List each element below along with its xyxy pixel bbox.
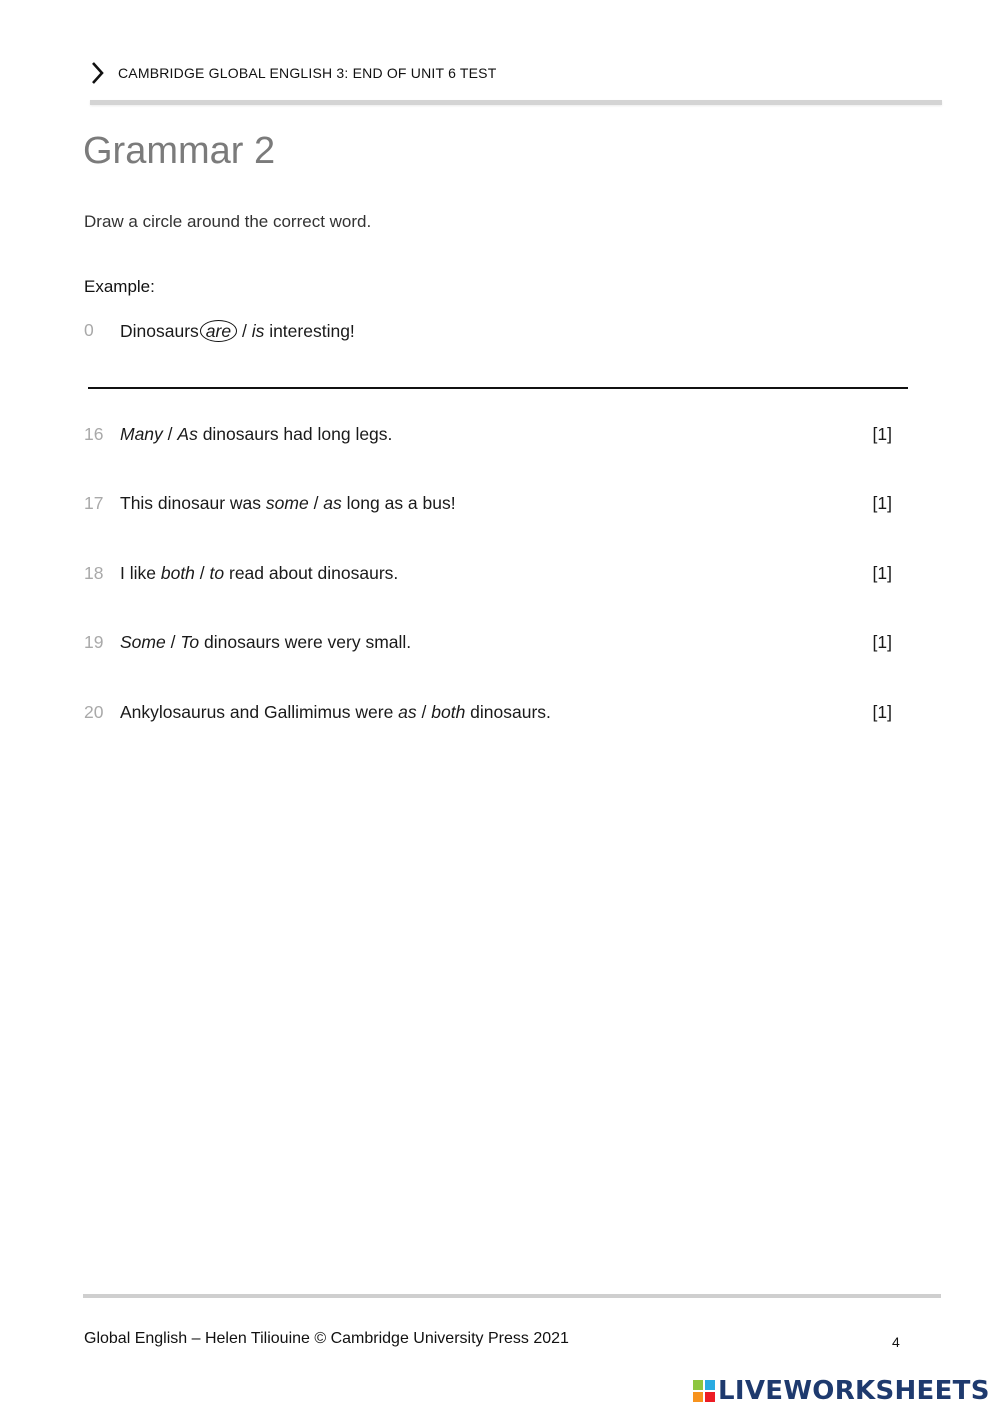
logo-square: [705, 1392, 715, 1402]
question-number: 16: [84, 424, 104, 444]
word-option-2[interactable]: To: [180, 632, 200, 652]
word-option-2[interactable]: As: [177, 424, 198, 444]
question-number: 20: [84, 702, 104, 722]
header: [88, 60, 496, 86]
example-divider: [88, 387, 908, 389]
example-circled-word: are: [200, 320, 237, 342]
example-sentence: [120, 320, 355, 342]
question-sentence: [120, 702, 551, 723]
option-separator: /: [162, 424, 178, 444]
sentence-after: dinosaurs had long legs.: [197, 424, 393, 444]
word-option-2[interactable]: to: [209, 563, 225, 583]
word-option-2[interactable]: as: [323, 493, 342, 513]
option-separator: /: [165, 632, 181, 652]
question-row: [84, 424, 892, 448]
question-sentence: [120, 424, 392, 445]
footer-copyright: Global English – Helen Tiliouine © Cambridge University Press 2021: [84, 1330, 569, 1347]
page-number: 4: [892, 1334, 900, 1350]
question-row: [84, 632, 892, 656]
header-title: CAMBRIDGE GLOBAL ENGLISH 3: END OF UNIT 6 TEST: [118, 65, 497, 81]
instruction-text: Draw a circle around the correct word.: [84, 212, 372, 231]
word-option-1[interactable]: Some: [120, 632, 166, 652]
example-number: 0: [84, 320, 94, 340]
question-mark: [1]: [872, 702, 892, 722]
sentence-before: This dinosaur was: [120, 493, 266, 513]
question-mark: [1]: [872, 424, 892, 444]
footer-divider: [83, 1294, 941, 1298]
question-row: [84, 493, 892, 517]
example-separator: /: [237, 321, 252, 341]
example-label: Example:: [84, 277, 155, 296]
logo-squares-icon: [693, 1380, 715, 1402]
word-option-1[interactable]: as: [398, 702, 417, 722]
example-row: [84, 320, 892, 344]
question-row: [84, 702, 892, 726]
word-option-1[interactable]: both: [160, 563, 195, 583]
sentence-after: dinosaurs were very small.: [199, 632, 412, 652]
word-option-1[interactable]: some: [265, 493, 309, 513]
question-row: [84, 563, 892, 587]
word-option-1[interactable]: Many: [120, 424, 163, 444]
logo-square: [693, 1380, 703, 1390]
question-number: 18: [84, 563, 104, 583]
question-sentence: [120, 493, 456, 514]
sentence-before: Ankylosaurus and Gallimimus were: [120, 702, 399, 722]
question-mark: [1]: [872, 493, 892, 513]
section-title: Grammar 2: [83, 130, 276, 172]
question-sentence: [120, 563, 398, 584]
question-sentence: [120, 632, 411, 653]
question-mark: [1]: [872, 632, 892, 652]
logo-text: LIVEWORKSHEETS: [718, 1376, 990, 1406]
question-mark: [1]: [872, 563, 892, 583]
sentence-before: I like: [120, 563, 161, 583]
logo-square: [705, 1380, 715, 1390]
example-option: is: [251, 321, 265, 341]
word-option-2[interactable]: both: [431, 702, 466, 722]
option-separator: /: [194, 563, 210, 583]
example-before: Dinosaurs: [120, 321, 199, 341]
option-separator: /: [416, 702, 432, 722]
question-number: 17: [84, 493, 104, 513]
logo-square: [693, 1392, 703, 1402]
sentence-after: dinosaurs.: [465, 702, 551, 722]
chevron-right-icon: [88, 60, 108, 86]
liveworksheets-logo: [693, 1376, 990, 1406]
example-after: interesting!: [264, 321, 355, 341]
sentence-after: long as a bus!: [341, 493, 456, 513]
header-divider: [90, 100, 942, 105]
option-separator: /: [308, 493, 324, 513]
question-number: 19: [84, 632, 104, 652]
sentence-after: read about dinosaurs.: [224, 563, 399, 583]
